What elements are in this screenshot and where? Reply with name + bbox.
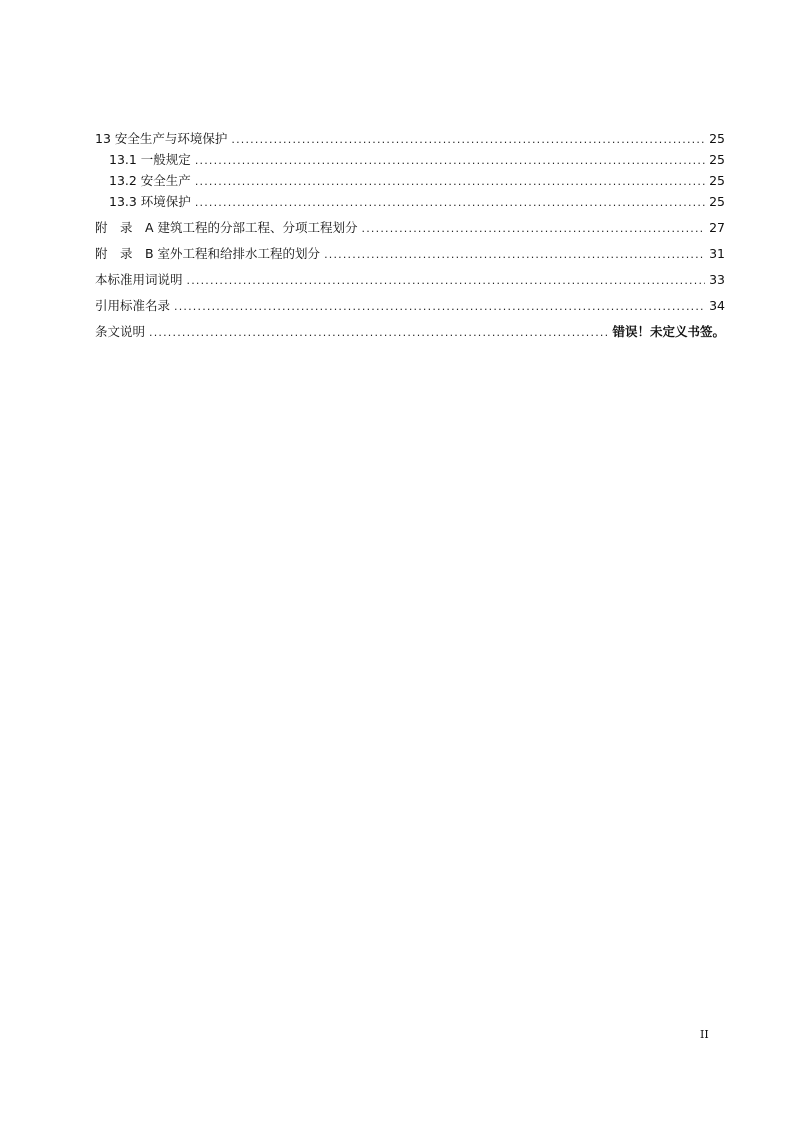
toc-entry[interactable] [95,269,725,290]
toc-entry[interactable] [95,191,725,212]
toc-entry[interactable] [95,170,725,191]
dot-leader [195,150,705,171]
dot-leader [195,192,705,213]
toc-entry[interactable] [95,295,725,316]
dot-leader [324,244,705,265]
toc-entry-title: 13.2 安全生产 [109,173,191,188]
toc-entry-page: 33 [709,272,725,287]
toc-entry-title: 13.1 一般规定 [109,152,191,167]
toc-entry-page: 27 [709,220,725,235]
toc-entry-page: 34 [709,298,725,313]
toc-entry-title: 条文说明 [95,324,146,339]
toc-entry-title: 13 安全生产与环境保护 [95,131,228,146]
dot-leader [231,129,705,150]
toc-entry-page: 25 [709,173,725,188]
dot-leader [187,270,706,291]
toc-entry-title: 13.3 环境保护 [109,194,191,209]
toc-entry-page: 25 [709,194,725,209]
toc-entry-title: 本标准用词说明 [95,272,183,287]
toc-entry-page: 错误！未定义书签。 [612,324,725,339]
toc-entry-page: 25 [709,131,725,146]
table-of-contents [95,128,725,342]
dot-leader [174,296,705,317]
toc-entry-title: 引用标准名录 [95,298,171,313]
toc-entry-title: 附 录 B 室外工程和给排水工程的划分 [95,246,321,261]
toc-entry[interactable] [95,217,725,238]
toc-entry[interactable] [95,243,725,264]
dot-leader [149,322,608,343]
dot-leader [195,171,705,192]
toc-entry-page: 31 [709,246,725,261]
toc-entry[interactable] [95,128,725,149]
toc-entry[interactable] [95,149,725,170]
toc-entry-title: 附 录 A 建筑工程的分部工程、分项工程划分 [95,220,358,235]
page-number: II [700,1028,709,1041]
toc-entry[interactable] [95,321,725,342]
toc-entry-page: 25 [709,152,725,167]
dot-leader [362,218,706,239]
